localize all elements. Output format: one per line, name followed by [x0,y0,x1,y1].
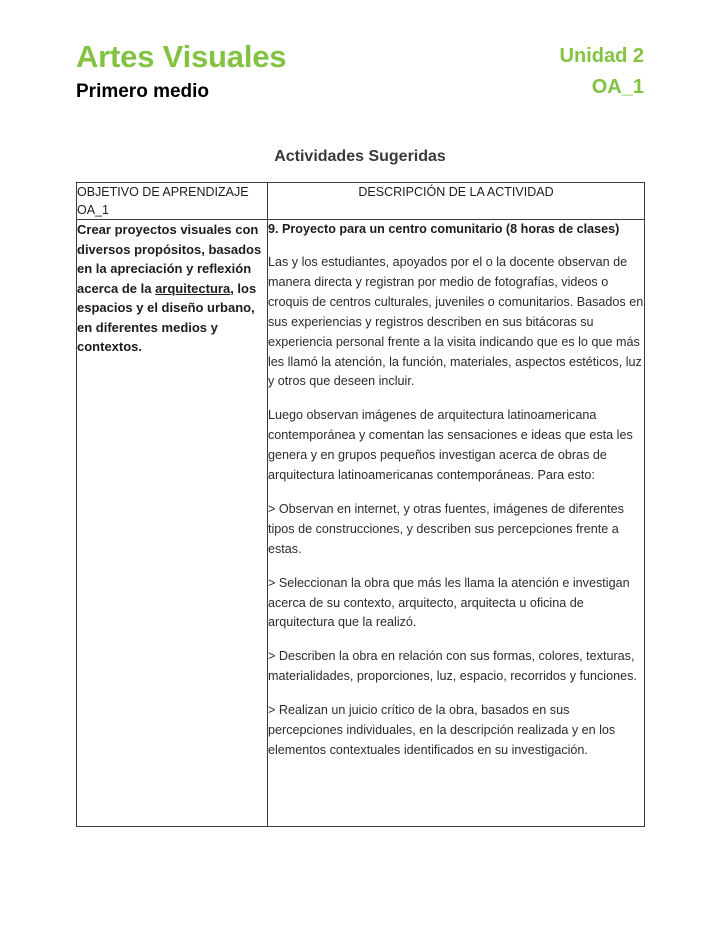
page-title: Actividades Sugeridas [274,148,446,165]
header-left-group [76,40,286,104]
grade-level-title: Primero medio [76,80,210,102]
activity-bullet: > Describen la obra en relación con sus formas, colores, texturas, materialidades, proporciones, luz, espacio, recorridos y funciones. [268,649,637,684]
unit-label: Unidad 2 [559,45,644,67]
table-header-row [77,183,645,220]
suggested-activities-table [76,182,645,827]
table-head [77,183,645,220]
column-header-description: DESCRIPCIÓN DE LA ACTIVIDAD [268,183,645,220]
activity-paragraph: Luego observan imágenes de arquitectura latinoamericana contemporánea y comentan las sensaciones e ideas que esta les genera y en grupos pequeños investigan acerca de obras de arquitectura latinoamericanas contemporáneas. Para esto: [268,408,633,483]
activity-heading: 9. Proyecto para un centro comunitario (8 horas de clases) [268,222,620,237]
document-header [76,40,644,104]
subject-title: Artes Visuales [76,39,287,74]
activity-bullet: > Realizan un juicio crítico de la obra, basados en sus percepciones individuales, en la descripción realizada y en los elementos contextuales identificados en su investigación. [268,703,616,757]
objective-text-part-1: Crear proyectos visuales con diversos propósitos, basados en la apreciación y reflexión acerca de la [77,222,262,296]
objective-text [77,220,267,357]
activity-bullet: > Observan en internet, y otras fuentes, imágenes de diferentes tipos de construcciones, y describen sus percepciones frente a estas. [268,501,624,556]
table-body [77,220,645,827]
activity-paragraph: Las y los estudiantes, apoyados por el o la docente observan de manera directa y registran por medio de fotografías, videos o croquis de centros culturales, juveniles o comunitarios. Basados en sus experiencias y registros describen en sus bitácoras su experiencia personal frente a la visita indicando que es lo que más les llamó la atención, la función, materiales, aspectos estéticos, luz y otros que deseen incluir. [268,255,644,389]
activity-bullet: > Seleccionan la obra que más les llama la atención e investigan acerca de su contexto, arquitecto, arquitecta u oficina de arquitectura que la realizó. [268,575,630,630]
objective-keyword: arquitectura [155,280,231,296]
objective-text-part-2: , los espacios y el diseño urbano, en diferentes medios y contextos. [77,280,257,355]
header-right-group [560,40,644,100]
learning-objective-code: OA_1 [591,76,644,98]
activity-description-cell [268,220,645,827]
objective-cell [77,220,268,827]
column-header-objective: OBJETIVO DE APRENDIZAJE OA_1 [77,183,268,220]
table-row [77,220,645,827]
